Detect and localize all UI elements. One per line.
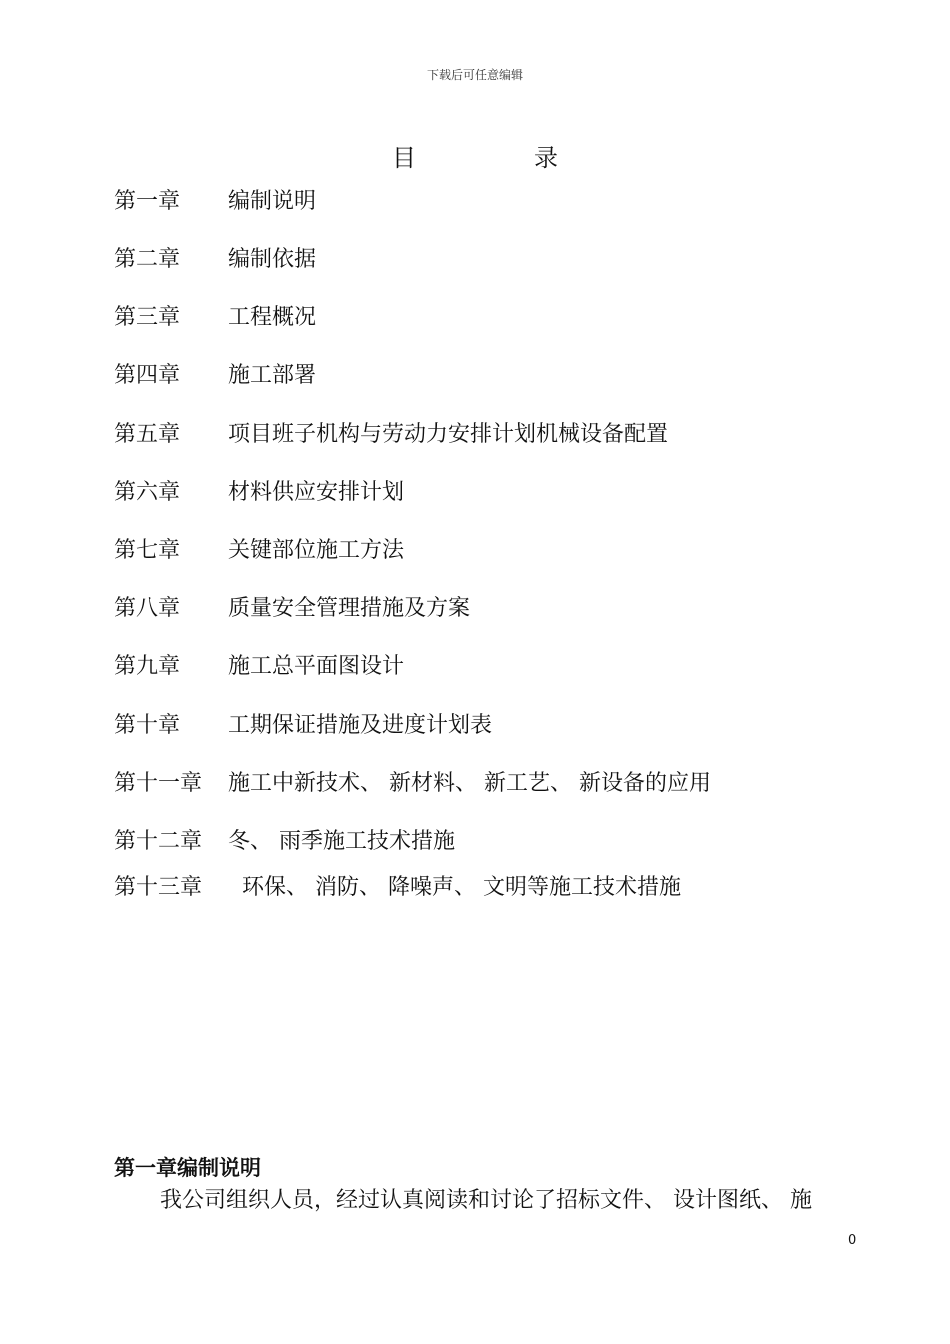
toc-entry: [114, 708, 492, 739]
toc-entry-title: 项目班子机构与劳动力安排计划机械设备配置: [228, 422, 669, 447]
toc-chapter: 第四章: [114, 363, 181, 388]
toc-entry-title: 施工中新技术、 新材料、 新工艺、 新设备的应用: [228, 771, 711, 796]
toc-entry: [114, 824, 455, 855]
toc-entry-title: 编制依据: [228, 247, 317, 272]
toc-entry: [114, 870, 681, 901]
body-paragraph: 我公司组织人员，经过认真阅读和讨论了招标文件、 设计图纸、 施: [160, 1188, 812, 1213]
toc-chapter: 第十三章: [114, 875, 203, 900]
toc-title: 目录: [392, 144, 676, 172]
toc-entry-title: 编制说明: [228, 189, 317, 214]
toc-chapter: 第二章: [114, 247, 181, 272]
toc-chapter: 第十一章: [114, 771, 203, 796]
page-number: 0: [848, 1233, 857, 1248]
toc-entry-title: 材料供应安排计划: [228, 480, 405, 505]
toc-entry: [114, 417, 668, 448]
toc-chapter: 第七章: [114, 538, 181, 563]
header-note: 下载后可任意编辑: [426, 68, 523, 82]
toc-chapter: 第三章: [114, 305, 181, 330]
toc-chapter: 第一章: [114, 189, 181, 214]
toc-entry-title: 关键部位施工方法: [228, 538, 405, 563]
toc-chapter: 第九章: [114, 654, 181, 679]
toc-entry-title: 施工总平面图设计: [228, 654, 405, 679]
toc-entry: [114, 184, 316, 215]
toc-entry: [114, 766, 711, 797]
toc-entry: [114, 591, 470, 622]
toc-entry-title: 质量安全管理措施及方案: [228, 596, 471, 621]
toc-entry-title: 冬、 雨季施工技术措施: [228, 829, 455, 854]
toc-chapter: 第八章: [114, 596, 181, 621]
toc-chapter: 第五章: [114, 422, 181, 447]
toc-chapter: 第十二章: [114, 829, 203, 854]
toc-entry: [114, 475, 404, 506]
toc-entry-title: 工程概况: [228, 305, 317, 330]
section-heading: 第一章编制说明: [114, 1156, 261, 1180]
toc-chapter: 第十章: [114, 713, 181, 738]
toc-entry-title: 工期保证措施及进度计划表: [228, 713, 493, 738]
toc-chapter: 第六章: [114, 480, 181, 505]
toc-entry: [114, 242, 316, 273]
toc-entry: [114, 649, 404, 680]
toc-entry: [114, 533, 404, 564]
toc-entry: [114, 300, 316, 331]
toc-entry-title: 施工部署: [228, 363, 317, 388]
toc-entry: [114, 358, 316, 389]
toc-entry-title: 环保、 消防、 降噪声、 文明等施工技术措施: [242, 875, 681, 900]
